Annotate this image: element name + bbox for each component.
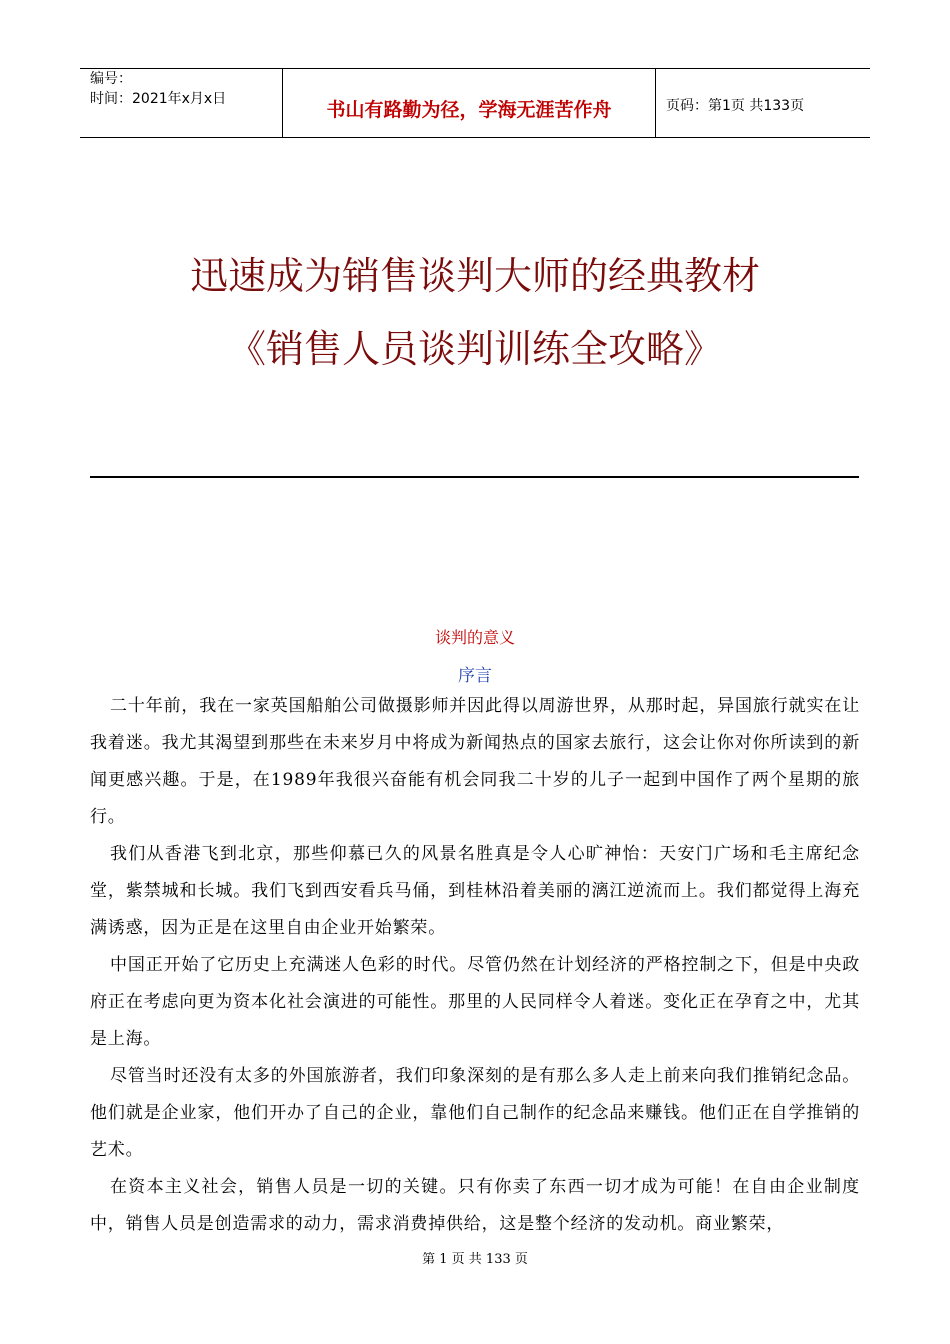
- page-footer: 第 1 页 共 133 页: [422, 1252, 528, 1267]
- body-paragraph: 中国正开始了它历史上充满迷人色彩的时代。尽管仍然在计划经济的严格控制之下，但是中央政府正在考虑向更为资本化社会演进的可能性。那里的人民同样令人着迷。变化正在孕育之中，尤其是上海。: [90, 955, 860, 1049]
- body-paragraph: 在资本主义社会，销售人员是一切的关键。只有你卖了东西一切才成为可能！在自由企业制度中，销售人员是创造需求的动力，需求消费掉供给，这是整个经济的发动机。商业繁荣，: [90, 1177, 860, 1234]
- title-divider: [90, 476, 859, 478]
- body-paragraph: 尽管当时还没有太多的外国旅游者，我们印象深刻的是有那么多人走上前来向我们推销纪念品。他们就是企业家，他们开办了自己的企业，靠他们自己制作的纪念品来赚钱。他们正在自学推销的艺术。: [90, 1066, 860, 1160]
- body-paragraph: 我们从香港飞到北京，那些仰慕已久的风景名胜真是令人心旷神怡：天安门广场和毛主席纪念堂，紫禁城和长城。我们飞到西安看兵马俑，到桂林沿着美丽的漓江逆流而上。我们都觉得上海充满诱惑，因为正是在这里自由企业开始繁荣。: [90, 844, 860, 938]
- document-title-line-1: 迅速成为销售谈判大师的经典教材: [189, 254, 760, 298]
- document-time-label: 时间：2021年x月x日: [90, 91, 227, 107]
- section-heading: 谈判的意义: [434, 628, 515, 647]
- header-page-info: 页码：第1页 共133页: [666, 98, 805, 114]
- header-right-cell: [656, 69, 870, 137]
- body-text: [90, 688, 860, 1243]
- document-number-label: 编号：: [90, 71, 132, 87]
- section-subheading: 序言: [458, 666, 492, 686]
- header-motto: 书山有路勤为径，学海无涯苦作舟: [326, 99, 612, 121]
- header-middle-cell: [282, 69, 656, 137]
- header-left-cell: [80, 69, 282, 137]
- header-table: [80, 68, 870, 138]
- document-title-line-2: 《销售人员谈判训练全攻略》: [227, 327, 722, 371]
- body-paragraph: 二十年前，我在一家英国船舶公司做摄影师并因此得以周游世界，从那时起，异国旅行就实在让我着迷。我尤其渴望到那些在未来岁月中将成为新闻热点的国家去旅行，这会让你对你所读到的新闻更感兴趣。于是，在1989年我很兴奋能有机会同我二十岁的儿子一起到中国作了两个星期的旅行。: [90, 696, 860, 827]
